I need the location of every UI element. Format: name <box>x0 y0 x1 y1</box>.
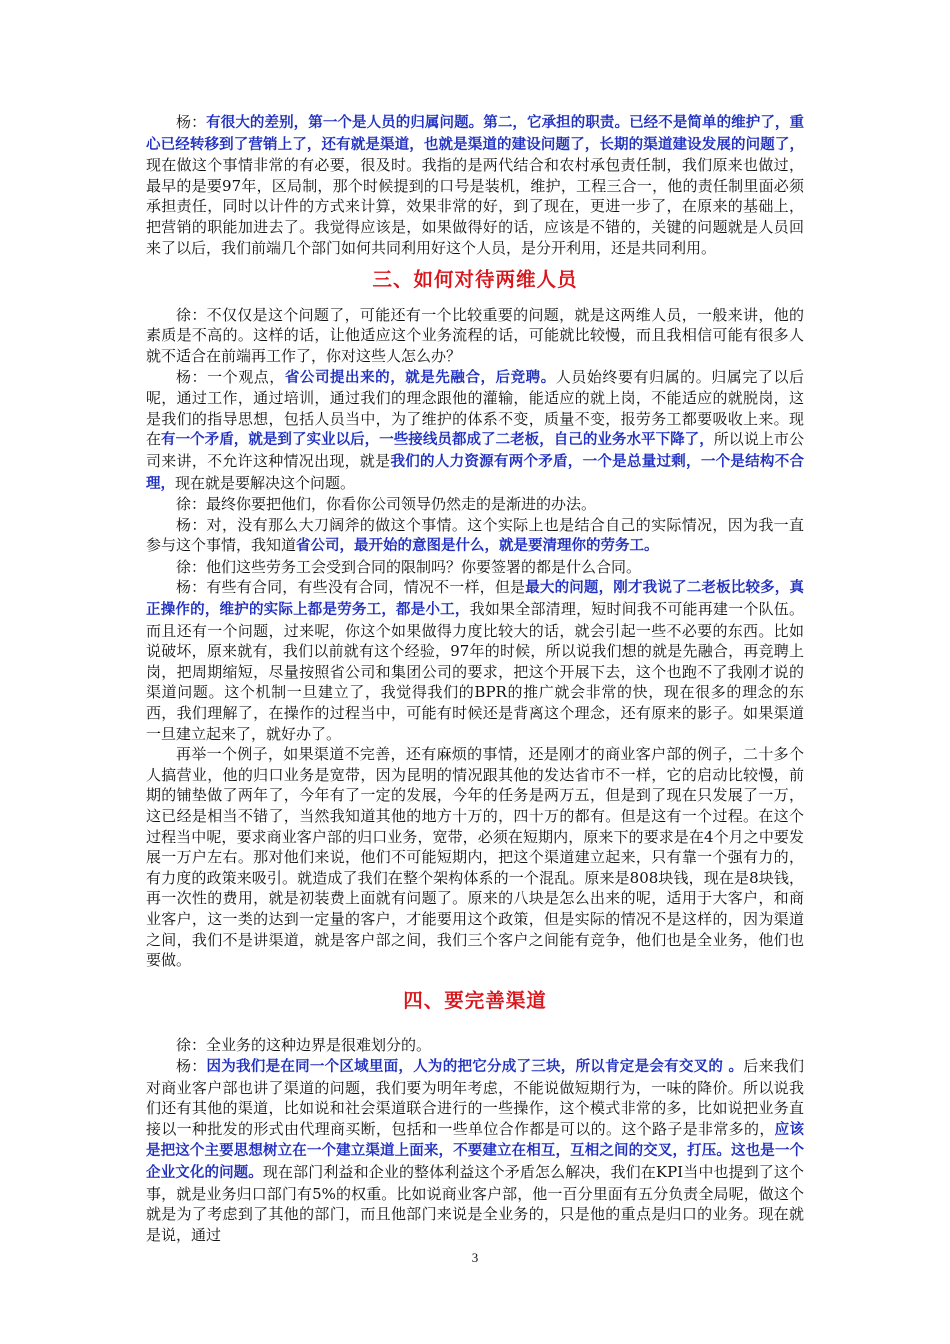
section-heading-3: 三、如何对待两维人员 <box>372 268 578 292</box>
highlight-text: 有一个矛盾，就是到了实业以后，一些接线员都成了二老板，自己的业务水平下降了， <box>161 432 714 449</box>
highlight-text: 我们的人力资源有两个矛盾，一个是总量过剩，一个是结构不合理， <box>146 453 804 492</box>
paragraph-7: 杨：有些有合同，有些没有合同，情况不一样，但是最大的问题，刚才我说了二老板比较多，真正操作的，维护的实际上都是劳务工，都是小工，我如果全部清理，短时间我不可能再建一个队伍。而且还有一个问题，过来呢，你这个如果做得力度比较大的话，就会引起一些不必要的东西。比如说破坏，原来就有，我们以前就有这个经验，97年的时候，所以说我们想的就是先融合，再竞聘上岗，把周期缩短，尽量按照省公司和集团公司的要求，把这个开展下去，这个也跑不了我刚才说的渠道问题。这个机制一旦建立了，我觉得我们的BPR的推广就会非常的快，现在很多的理念的东西，我们理解了，在操作的过程当中，可能有时候还是背离这个理念，还有原来的影子。如果渠道一旦建立起来了，就好办了。 <box>146 578 804 743</box>
paragraph-5: 杨：对，没有那么大刀阔斧的做这个事情。这个实际上也是结合自己的实际情况，因为我一直参与这个事情，我知道省公司，最开始的意图是什么，就是要清理你的劳务工。 <box>146 515 804 555</box>
paragraph-10: 杨：因为我们是在同一个区域里面，人为的把它分成了三块，所以肯定是会有交叉的 。后来我们对商业客户部也讲了渠道的问题，我们要为明年考虑，不能说做短期行为，一味的降价。所以说我们还有其他的渠道，比如说和社会渠道联合进行的一些操作，这个模式非常的多，比如说把业务直接以一种批发的形式由代理商买断，包括和一些单位合作都是可以的。这个路子是非常多的，应该是把这个主要思想树立在一个建立渠道上面来，不要建立在相互，互相之间的交叉，打压。这也是一个企业文化的问题。现在部门利益和企业的整体利益这个矛盾怎么解决，我们在KPI当中也提到了这个事，就是业务归口部门有5%的权重。比如说商业客户部，他一百分里面有五分负责全局呢，做这个就是为了考虑到了其他的部门，而且他部门来说是全业务的，只是他的重点是归口的业务。现在就是说，通过 <box>146 1056 805 1244</box>
page-number: 3 <box>471 1250 479 1265</box>
paragraph-4: 徐：最终你要把他们，你看你公司领导仍然走的是渐进的办法。 <box>176 495 597 514</box>
highlight-text: 有很大的差别，第一个是人员的归属问题。第二，它承担的职责。已经不是简单的维护了，重心已经转移到了营销上了，还有就是渠道，也就是渠道的建设问题了，长期的渠道建设发展的问题了， <box>146 115 804 153</box>
section-heading-4: 四、要完善渠道 <box>403 988 547 1012</box>
highlight-text: 因为我们是在同一个区域里面，人为的把它分成了三块，所以肯定是会有交叉的 。 <box>206 1058 744 1075</box>
paragraph-3: 杨：一个观点，省公司提出来的，就是先融合，后竞聘。人员始终要有归属的。归属完了以后呢，通过工作，通过培训，通过我们的理念跟他的灌输，能适应的就上岗，不能适应的就脱岗，这是我们的指导思想，包括人员当中，为了维护的体系不变，质量不变，报劳务工都要吸收上来。现在有一个矛盾，就是到了实业以后，一些接线员都成了二老板，自己的业务水平下降了，所以说上市公司来讲，不允许这种情况出现，就是我们的人力资源有两个矛盾，一个是总量过剩，一个是结构不合理，现在就是要解决这个问题。 <box>146 367 804 492</box>
paragraph-1: 杨：有很大的差别，第一个是人员的归属问题。第二，它承担的职责。已经不是简单的维护了，重心已经转移到了营销上了，还有就是渠道，也就是渠道的建设问题了，长期的渠道建设发展的问题了，现在做这个事情非常的有必要，很及时。我指的是两代结合和农村承包责任制，我们原来也做过，最早的是要97年，区局制，那个时候提到的口号是装机，维护，工程三合一，他的责任制里面必须承担责任，同时以计件的方式来计算，效果非常的好，到了现在，更进一步了，在原来的基础上，把营销的职能加进去了。我觉得应该是，如果做得好的话，应该是不错的，关键的问题就是人员回来了以后，我们前端几个部门如何共同利用好这个人员，是分开利用，还是共同利用。 <box>146 113 804 257</box>
highlight-text: 省公司，最开始的意图是什么，就是要清理你的劳务工。 <box>296 538 659 555</box>
highlight-text: 省公司提出来的，就是先融合，后竞聘。 <box>284 369 556 386</box>
highlight-text: 应该是把这个主要思想树立在一个建立渠道上面来，不要建立在相互，互相之间的交叉，打压。这也是一个企业文化的问题。 <box>146 1121 804 1181</box>
highlight-text: 最大的问题，刚才我说了二老板比较多，真正操作的，维护的实际上都是劳务工，都是小工， <box>146 580 804 619</box>
paragraph-6: 徐：他们这些劳务工会受到合同的限制吗？你要签署的都是什么合同。 <box>176 557 642 576</box>
paragraph-2: 徐：不仅仅是这个问题了，可能还有一个比较重要的问题，就是这两维人员，一般来讲，他的素质是不高的。这样的话，让他适应这个业务流程的话，可能就比较慢，而且我相信可能有很多人就不适合在前端再工作了，你对这些人怎么办？ <box>146 305 804 365</box>
paragraph-9: 徐：全业务的这种边界是很难划分的。 <box>176 1036 432 1055</box>
paragraph-8: 再举一个例子，如果渠道不完善，还有麻烦的事情，还是刚才的商业客户部的例子，二十多个人搞营业，他的归口业务是宽带，因为昆明的情况跟其他的发达省市不一样，它的启动比较慢，前期的铺垫做了两年了，今年有了一定的发展，今年的任务是两万五，但是到了现在只发展了一万，这已经是相当不错了，当然我知道其他的地方十万的，四十万的都有。但是这有一个过程。在这个过程当中呢，要求商业客户部的归口业务，宽带，必须在短期内，原来下的要求是在4个月之中要发展一万户左右。那对他们来说，他们不可能短期内，把这个渠道建立起来，只有靠一个强有力的，有力度的政策来吸引。就造成了我们在整个架构体系的一个混乱。原来是808块钱，现在是8块钱，再一次性的费用，就是初装费上面就有问题了。原来的八块是怎么出来的呢，适用于大客户，和商业客户，这一类的达到一定量的客户，才能要用这个政策，但是实际的情况不是这样的，因为渠道之间，我们不是讲渠道，就是客户部之间，我们三个客户之间能有竞争，他们也是全业务，他们也要做。 <box>146 745 804 970</box>
